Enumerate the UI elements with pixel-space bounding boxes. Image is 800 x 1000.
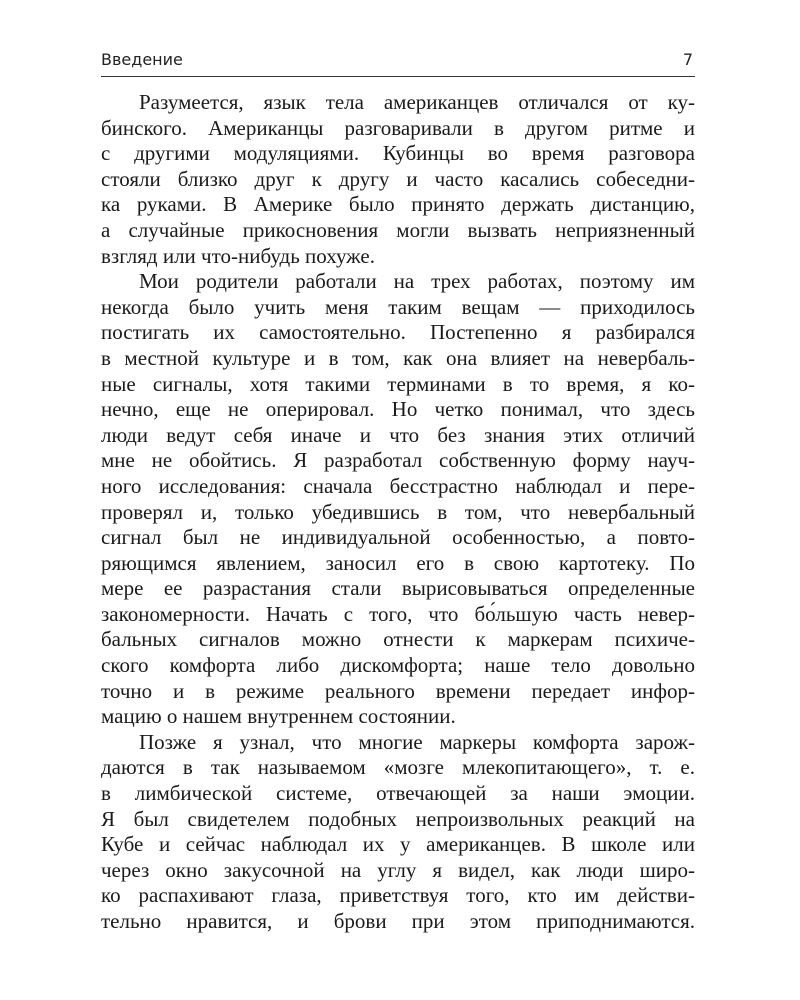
text-line: Кубе и сейчас наблюдал их у американцев. В школе или: [101, 832, 695, 857]
text-line: постигать их самостоятельно. Постепенно я разбирался: [101, 320, 695, 345]
text-line: взгляд или что-нибудь похуже.: [101, 243, 375, 268]
text-line: точно и в режиме реального времени передает инфор-: [101, 678, 695, 703]
text-line: бинского. Американцы разговаривали в другом ритме и: [101, 115, 695, 140]
text-line: Мои родители работали на трех работах, поэтому им: [139, 269, 695, 294]
text-line: закономерности. Начать с того, что бо́льшую часть невер-: [101, 601, 695, 626]
text-line: ского комфорта либо дискомфорта; наше тело довольно: [101, 653, 695, 678]
text-line: а случайные прикосновения могли вызвать неприязненный: [101, 217, 695, 242]
text-line: ряющимся явлением, заносил его в свою картотеку. По: [101, 550, 695, 575]
text-line: ко распахивают глаза, приветствуя того, кто им действи-: [101, 883, 695, 908]
text-line: ные сигналы, хотя такими терминами в то время, я ко-: [101, 371, 695, 396]
body-text: [101, 90, 695, 935]
text-line: ного исследования: сначала бесстрастно наблюдал и пере-: [101, 473, 695, 498]
text-line: люди ведут себя иначе и что без знания этих отличий: [101, 422, 695, 447]
text-line: в лимбической системе, отвечающей за наши эмоции.: [101, 781, 695, 806]
page-number: 7: [682, 50, 693, 69]
text-line: ка руками. В Америке было принято держать дистанцию,: [101, 192, 695, 217]
text-line: даются в так называемом «мозге млекопитающего», т. е.: [101, 755, 695, 780]
header-rule: [101, 76, 695, 77]
text-line: мне не обойтись. Я разработал собственную форму науч-: [101, 448, 695, 473]
text-line: Разумеется, язык тела американцев отличался от ку-: [139, 90, 695, 114]
text-line: тельно нравится, и брови при этом приподнимаются.: [101, 909, 695, 933]
text-line: в местной культуре и в том, как она влияет на невербаль-: [101, 345, 695, 370]
text-line: мацию о нашем внутреннем состоянии.: [101, 704, 456, 729]
running-head: [101, 50, 695, 74]
text-line: проверял и, только убедившись в том, что невербальный: [101, 499, 695, 524]
section-title: Введение: [101, 50, 183, 69]
text-line: с другими модуляциями. Кубинцы во время разговора: [101, 141, 695, 166]
text-line: нечно, еще не оперировал. Но четко понимал, что здесь: [101, 397, 695, 422]
text-line: некогда было учить меня таким вещам — приходилось: [101, 294, 695, 319]
text-line: стояли близко друг к другу и часто касались собеседни-: [101, 166, 695, 191]
text-line: Позже я узнал, что многие маркеры комфорта зарож-: [139, 729, 695, 754]
text-line: сигнал был не индивидуальной особенностью, а повто-: [101, 525, 695, 550]
text-line: бальных сигналов можно отнести к маркерам психиче-: [101, 627, 695, 652]
text-line: мере ее разрастания стали вырисовываться определенные: [101, 576, 695, 601]
text-line: через окно закусочной на углу я видел, как люди широ-: [101, 857, 695, 882]
text-line: Я был свидетелем подобных непроизвольных реакций на: [101, 806, 695, 831]
